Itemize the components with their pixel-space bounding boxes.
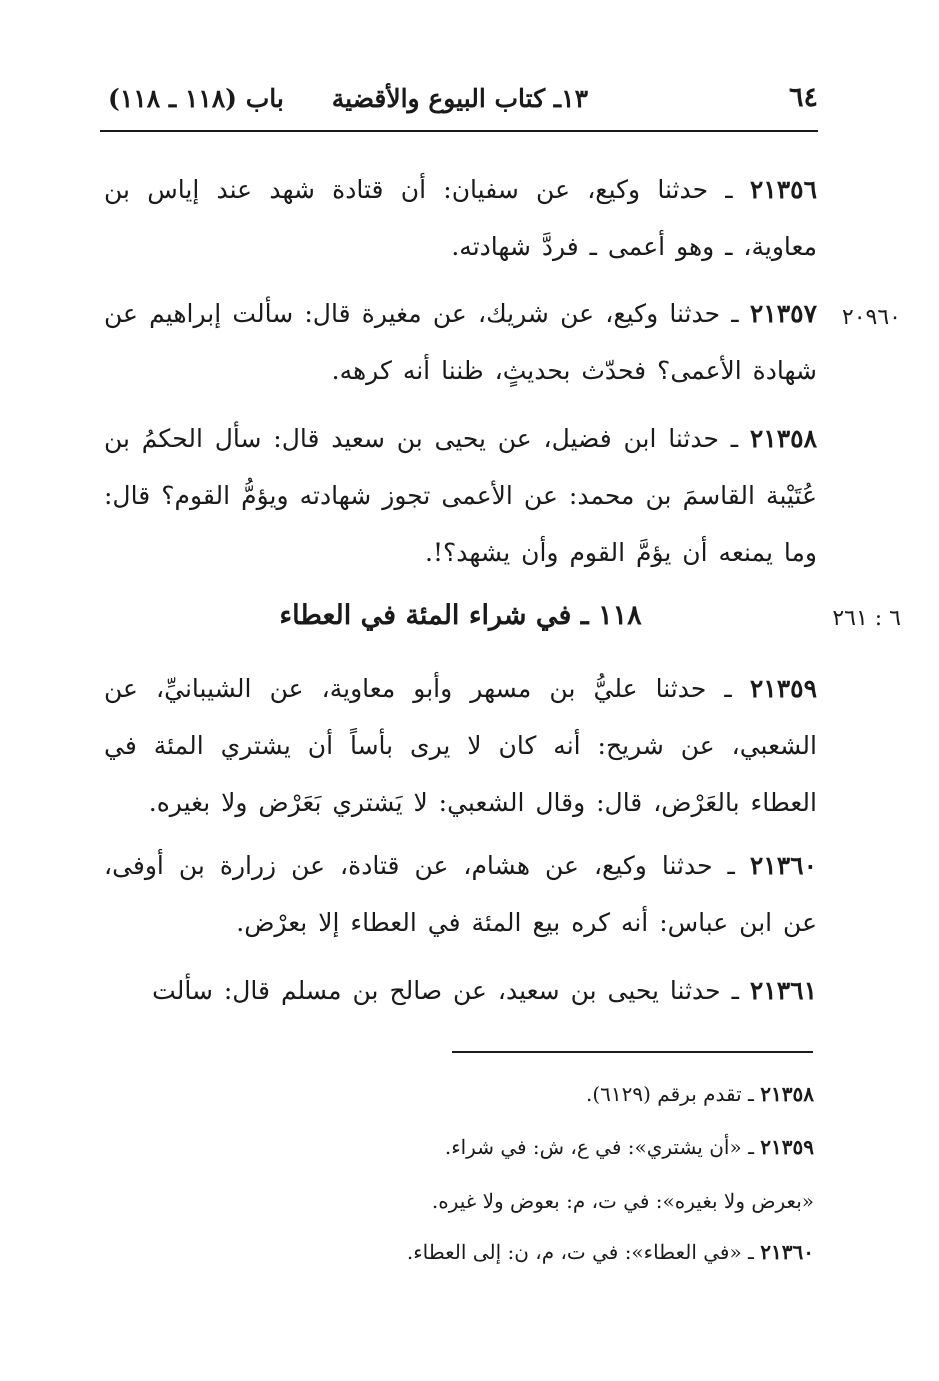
hadith-text: ـ حدثنا وكيع، عن هشام، عن قتادة، عن زرارة بن أوفى، عن ابن عباس: أنه كره بيع المئة في العطاء إلا بعرْض.: [104, 851, 817, 937]
hadith-number: ٢١٣٥٧: [749, 299, 817, 328]
footnote-text: ـ تقدم برقم (٦١٢٩).: [586, 1082, 761, 1106]
hadith-text: ـ حدثنا عليُّ بن مسهر وأبو معاوية، عن الشيبانيِّ، عن الشعبي، عن شريح: أنه كان لا يرى بأساً أن يشتري المئة في العطاء بالعَرْض، قال: وقال الشعبي: لا يَشتري بَعَرْض ولا بغيره.: [104, 674, 817, 817]
footnote-divider: [452, 1051, 813, 1053]
hadith-number: ٢١٣٥٨: [749, 424, 817, 453]
hadith-paragraph: [104, 660, 817, 831]
hadith-paragraph: [104, 410, 817, 581]
footnote-number: ٢١٣٥٩: [760, 1135, 814, 1159]
margin-reference: ٦ : ٢٦١: [832, 606, 901, 631]
chapter-range: باب (١١٨ ـ ١١٨): [108, 84, 284, 113]
footnote: [432, 1189, 814, 1213]
book-title: ١٣ـ كتاب البيوع والأقضية: [331, 84, 588, 113]
footnote-text: ـ «أن يشتري»: في ع، ش: في شراء.: [444, 1135, 761, 1159]
header-divider: [100, 130, 818, 132]
footnote-text: ـ «في العطاء»: في ت، م، ن: إلى العطاء.: [406, 1240, 761, 1264]
hadith-number: ٢١٣٦١: [749, 976, 817, 1005]
footnote: [586, 1082, 814, 1106]
footnote-text: «بعرض ولا بغيره»: في ت، م: بعوض ولا غيره.: [431, 1189, 814, 1213]
running-header: [100, 78, 818, 124]
hadith-paragraph: [104, 161, 817, 275]
footnote: [407, 1240, 814, 1264]
hadith-paragraph: [104, 285, 817, 399]
page-number: ٦٤: [788, 82, 818, 113]
hadith-number: ٢١٣٥٦: [749, 175, 817, 204]
footnote: [445, 1135, 814, 1159]
hadith-text: ـ حدثنا ابن فضيل، عن يحيى بن سعيد قال: سأل الحكمُ بن عُتَيْبة القاسمَ بن محمد: عن الأعمى تجوز شهادته ويؤمُّ القوم؟ قال: وما يمنعه أن يؤمَّ القوم وأن يشهد؟!.: [104, 424, 817, 567]
hadith-paragraph: [104, 962, 817, 1019]
hadith-text: ـ حدثنا وكيع، عن سفيان: أن قتادة شهد عند إياس بن معاوية، ـ وهو أعمى ـ فردَّ شهادته.: [104, 175, 817, 261]
hadith-text: ـ حدثنا يحيى بن سعيد، عن صالح بن مسلم قال: سألت: [152, 976, 750, 1005]
hadith-paragraph: [104, 837, 817, 951]
hadith-number: ٢١٣٥٩: [749, 674, 817, 703]
margin-reference: ٢٠٩٦٠: [841, 305, 901, 330]
footnote-number: ٢١٣٦٠: [760, 1240, 814, 1264]
footnote-number: ٢١٣٥٨: [760, 1082, 814, 1106]
section-heading: ١١٨ ـ في شراء المئة في العطاء: [279, 600, 642, 631]
hadith-number: ٢١٣٦٠: [749, 851, 817, 880]
hadith-text: ـ حدثنا وكيع، عن شريك، عن مغيرة قال: سألت إبراهيم عن شهادة الأعمى؟ فحدّث بحديثٍ، ظننا أنه كرهه.: [104, 299, 817, 385]
